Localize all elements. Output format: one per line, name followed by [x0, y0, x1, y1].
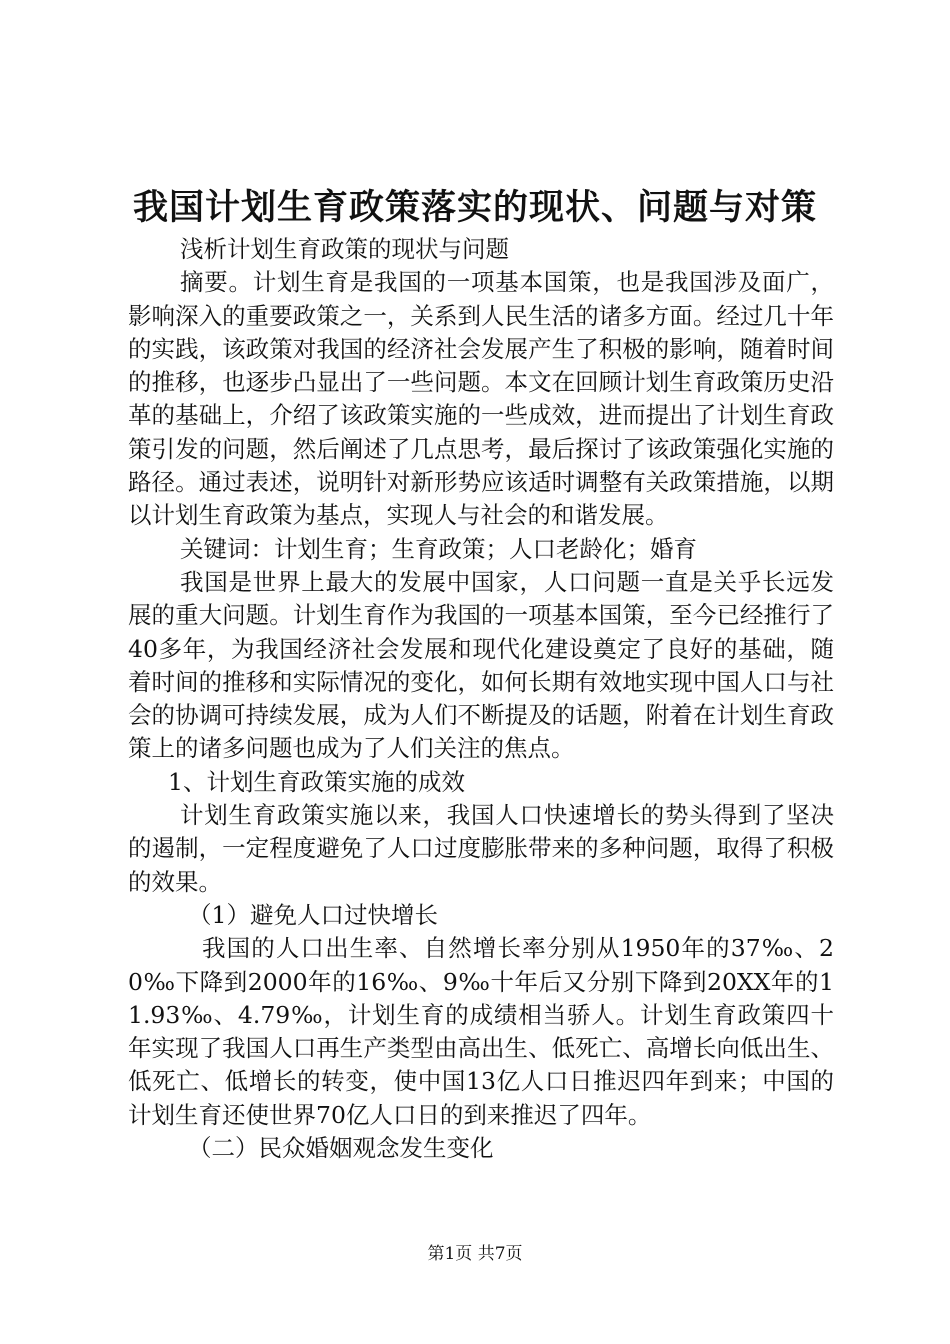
subsection-1-heading: （1）避免人口过快增长	[188, 900, 438, 929]
document-title: 我国计划生育政策落实的现状、问题与对策	[132, 187, 817, 228]
section-1-paragraph: 计划生育政策实施以来，我国人口快速增长的势头得到了坚决的遏制，一定程度避免了人口过度膨胀带来的多种问题，取得了积极的效果。	[128, 801, 834, 896]
subsection-2-heading: （二）民众婚姻观念发生变化	[188, 1134, 494, 1163]
abstract-paragraph: 摘要。计划生育是我国的一项基本国策，也是我国涉及面广，影响深入的重要政策之一，关系到人民生活的诸多方面。经过几十年的实践，该政策对我国的经济社会发展产生了积极的影响，随着时间的推移，也逐步凸显出了一些问题。本文在回顾计划生育政策历史沿革的基础上，介绍了该政策实施的一些成效，进而提出了计划生育政策引发的问题，然后阐述了几点思考，最后探讨了该政策强化实施的路径。通过表述，说明针对新形势应该适时调整有关政策措施，以期以计划生育政策为基点，实现人与社会的和谐发展。	[128, 268, 834, 530]
intro-paragraph: 我国是世界上最大的发展中国家，人口问题一直是关乎长远发展的重大问题。计划生育作为我国的一项基本国策，至今已经推行了40多年，为我国经济社会发展和现代化建设奠定了良好的基础，随着时间的推移和实际情况的变化，如何长期有效地实现中国人口与社会的协调可持续发展，成为人们不断提及的话题，附着在计划生育政策上的诸多问题也成为了人们关注的焦点。	[128, 567, 834, 763]
page-number-footer: 第1页 共7页	[427, 1244, 523, 1264]
document-body	[128, 233, 834, 1165]
section-1-heading: 1、计划生育政策实施的成效	[168, 767, 465, 796]
subsection-1-paragraph: 我国的人口出生率、自然增长率分别从1950年的37‰、20‰下降到2000年的16‰、9‰十年后又分别下降到20XX年的11.93‰、4.79‰，计划生育的成绩相当骄人。计划生育政策四十年实现了我国人口再生产类型由高出生、低死亡、高增长向低出生、低死亡、低增长的转变，使中国13亿人口日推迟四年到来；中国的计划生育还使世界70亿人口日的到来推迟了四年。	[128, 934, 834, 1129]
keywords-line: 关键词：计划生育；生育政策；人口老龄化；婚育	[180, 534, 697, 563]
subtitle: 浅析计划生育政策的现状与问题	[180, 235, 509, 263]
